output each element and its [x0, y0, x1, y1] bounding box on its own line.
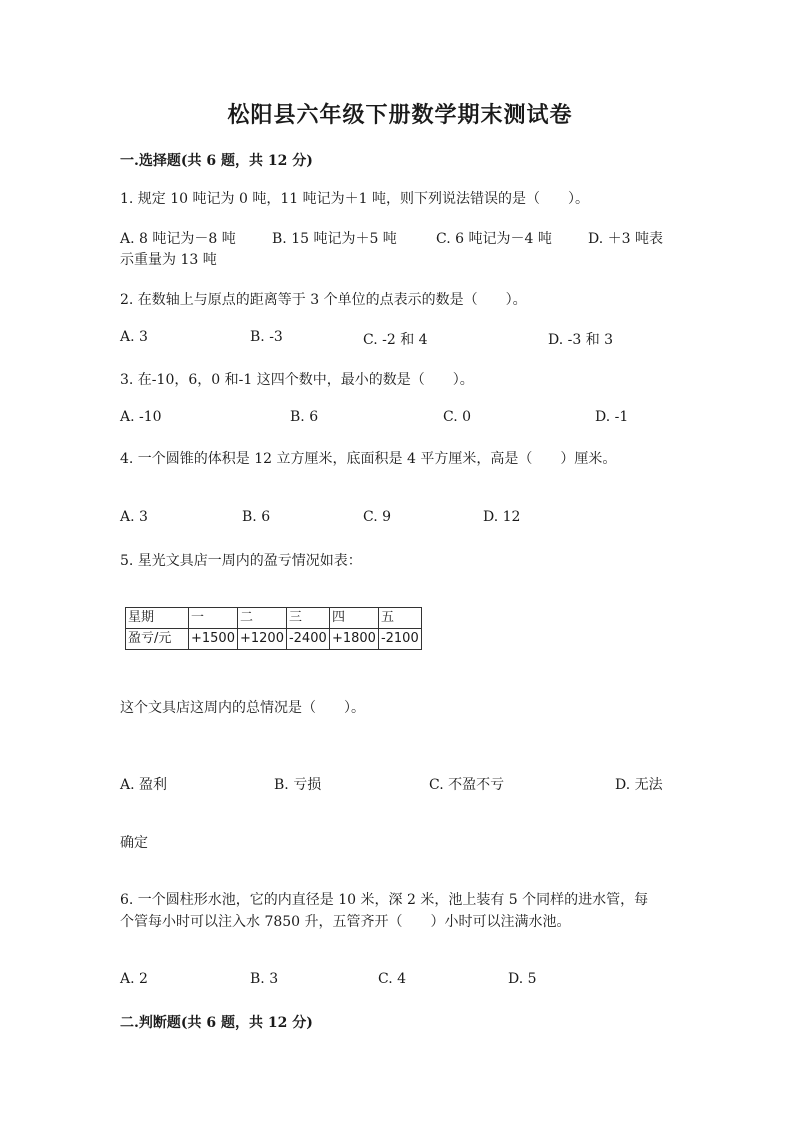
- question-6-option-c: C. 4: [378, 971, 407, 987]
- question-5-followup: 这个文具店这周内的总情况是（ ）。: [120, 700, 365, 716]
- question-6-option-a: A. 2: [120, 971, 148, 987]
- table-cell: 四: [329, 608, 378, 629]
- table-row: [126, 629, 422, 650]
- question-5-option-a: A. 盈利: [120, 777, 168, 793]
- question-1-stem: 1. 规定 10 吨记为 0 吨，11 吨记为＋1 吨，则下列说法错误的是（ ）。: [120, 191, 589, 207]
- question-4-stem: 4. 一个圆锥的体积是 12 立方厘米，底面积是 4 平方厘米，高是（ ）厘米。: [120, 451, 617, 467]
- question-5-option-b: B. 亏损: [274, 777, 322, 793]
- section-heading-choice: 一.选择题(共 6 题，共 12 分): [120, 153, 313, 169]
- table-cell: +1200: [237, 629, 286, 650]
- question-3-option-c: C. 0: [443, 409, 472, 425]
- question-3-stem: 3. 在-10，6，0 和-1 这四个数中，最小的数是（ ）。: [120, 372, 474, 388]
- question-6-option-d: D. 5: [508, 971, 537, 987]
- question-1-option-d: D. ＋3 吨表: [588, 231, 663, 247]
- question-2-option-b: B. -3: [250, 329, 283, 345]
- table-cell: +1500: [189, 629, 238, 650]
- table-row-header: [126, 608, 422, 629]
- question-2-option-c: C. -2 和 4: [363, 332, 428, 348]
- question-5-option-d: D. 无法: [615, 777, 663, 793]
- question-1-option-c: C. 6 吨记为－4 吨: [436, 231, 552, 247]
- question-3-option-d: D. -1: [595, 409, 629, 425]
- question-5-option-c: C. 不盈不亏: [429, 777, 505, 793]
- question-1-option-d-continued: 示重量为 13 吨: [120, 252, 217, 268]
- question-6-option-b: B. 3: [250, 971, 279, 987]
- question-5-option-d-continued: 确定: [120, 835, 148, 851]
- page-title: 松阳县六年级下册数学期末测试卷: [227, 102, 573, 128]
- question-2-stem: 2. 在数轴上与原点的距离等于 3 个单位的点表示的数是（ ）。: [120, 292, 527, 308]
- table-cell: 星期: [126, 608, 189, 629]
- table-cell: -2100: [378, 629, 421, 650]
- table-cell: 五: [378, 608, 421, 629]
- table-cell: -2400: [286, 629, 329, 650]
- question-6-stem: 6. 一个圆柱形水池，它的内直径是 10 米，深 2 米，池上装有 5 个同样的进水管，每个管每小时可以注入水 7850 升，五管齐开（ ）小时可以注满水池。: [120, 892, 649, 930]
- question-1-option-b: B. 15 吨记为＋5 吨: [272, 231, 397, 247]
- table-cell: 盈亏/元: [126, 629, 189, 650]
- table-cell: +1800: [329, 629, 378, 650]
- question-3-option-b: B. 6: [290, 409, 319, 425]
- table-cell: 二: [237, 608, 286, 629]
- question-2-option-d: D. -3 和 3: [548, 332, 614, 348]
- question-3-option-a: A. -10: [120, 409, 162, 425]
- table-cell: 三: [286, 608, 329, 629]
- table-cell: 一: [189, 608, 238, 629]
- question-1-option-a: A. 8 吨记为－8 吨: [120, 231, 236, 247]
- question-4-option-a: A. 3: [120, 509, 148, 525]
- profit-loss-table: [125, 607, 422, 650]
- question-4-option-d: D. 12: [483, 509, 521, 525]
- question-4-option-c: C. 9: [363, 509, 392, 525]
- question-5-stem: 5. 星光文具店一周内的盈亏情况如表：: [120, 553, 362, 569]
- question-2-option-a: A. 3: [120, 329, 148, 345]
- section-heading-judgement: 二.判断题(共 6 题，共 12 分): [120, 1015, 313, 1031]
- question-4-option-b: B. 6: [242, 509, 271, 525]
